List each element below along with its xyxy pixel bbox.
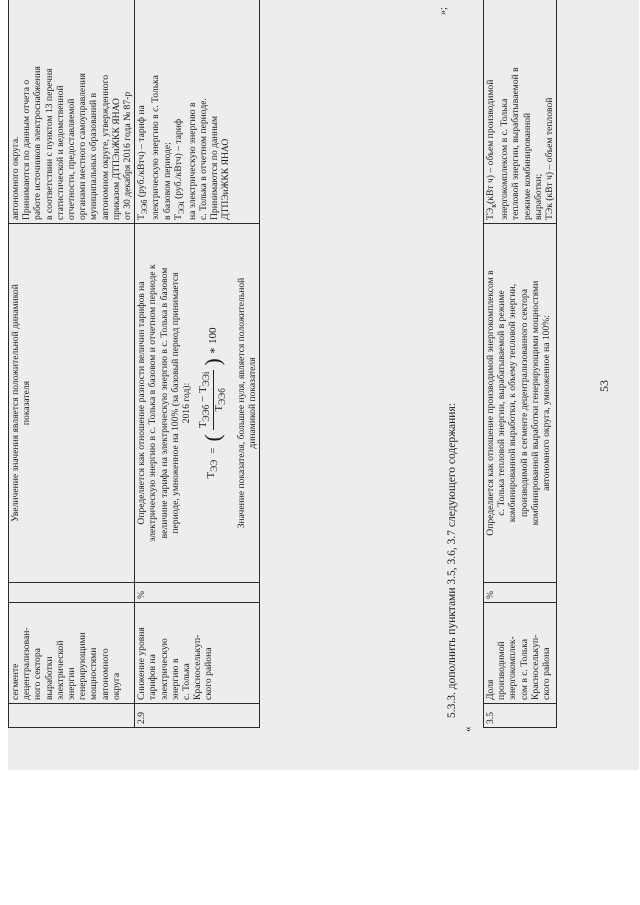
source-cell [135,0,260,224]
text-line: динамикой показателя [247,357,259,449]
source-cell [9,0,135,224]
row-number-cell [9,704,135,728]
text-line: энергии [66,667,78,700]
text-line: показателя [21,380,33,426]
text-line: ДТПЭиЖКК ЯНАО [220,138,232,220]
formula-equals: = [206,447,219,454]
text-line: тарифов на [147,654,159,700]
text-line: статистической и ведомственной [54,85,66,220]
unit-cell: % [484,583,557,603]
indicator-table-bottom [483,0,557,728]
text-line: в базовом периоде; [161,142,173,220]
text-line: Снижение уровня [136,627,148,700]
text-line: генерирующими [77,632,89,700]
tariff-formula [192,227,236,579]
text-line: приказом ДТПЭиЖКК ЯНАО [110,98,122,220]
table-row [135,0,260,728]
text-line: Увеличение значения является положительной динамикой [10,284,21,522]
row-number-cell: 2.9 [135,704,260,728]
text-line: Принимаются по данным отчета о [21,79,33,220]
text-line: ТЭк (кВт ч) – объем тепловой [543,97,555,220]
text-line: от 30 декабря 2016 года № 87-р [122,91,134,220]
text-line: в соответствии с пунктом 13 перечня [43,68,55,220]
fraction-denominator: $Т_{ЭЭб}$ [212,388,227,412]
formula-multiplier: ∗ 100 [206,327,219,355]
method-cell [135,224,260,583]
text-line: режиме комбинированной [521,112,533,220]
unit-cell [9,583,135,603]
amendment-paragraph: 5.3.3. дополнить пунктами 3.5, 3.6, 3.7 следующего содержания: [446,403,458,718]
unit-cell: % [135,583,260,603]
opening-quote: « [462,726,474,732]
text-line: автономном округе, утвержденного [99,74,111,220]
text-line: 2016 год): [181,382,193,424]
text-line: с. Толька тепловой энергии, вырабатываемой в режиме [496,290,508,516]
source-cell [484,0,557,224]
text-line: энергию в [169,658,181,700]
text-line: Определяется как отношение производимой энергокомплексом в [485,270,496,536]
text-line: энергокомплек- [507,636,519,700]
text-line: органами местного самоуправления [77,73,89,220]
fraction-numerator: $Т_{ЭЭб} - Т_{ЭЭі}$ [198,370,213,431]
text-line: производимой [496,641,508,700]
indicator-name-cell [135,603,260,704]
table-row [9,0,135,728]
row-number-cell: 3.5 [484,704,557,728]
text-line: на электрическую энергию в [186,102,198,220]
text-line: автономного округа, умноженное на 100%: [541,315,553,491]
text-line: Доля [485,679,496,700]
text-line: производимой в сегменте децентрализованного сектора [518,289,530,518]
text-line: Значение показателя, большее нуля, является положительной [236,277,248,529]
text-line: автономного округа. [10,136,21,220]
text-line: электрическую энергию в с. Толька [150,75,162,220]
text-line: Красноселькуп- [192,634,204,700]
text-line: величине тарифа на электрическую энергию в с. Толька в базовом [158,267,170,539]
text-line: $Т_{ЭЭб}$ (руб./кВтч) – тариф на [136,105,150,220]
text-line: выработки; [532,173,544,220]
text-line: электрической [54,640,66,700]
scanned-page [8,0,639,770]
text-line: периоде, умноженное на 100% (за базовый период принимается [169,272,181,534]
text-line: ного сектора [32,648,44,700]
text-line: тепловой энергии, вырабатываемой в [510,67,522,220]
text-line: $Т_{ЭЭі}$ (руб./кВтч) – тариф [172,118,186,220]
text-line: с. Толька [181,663,193,700]
text-line: электрическую энергию в с. Толька в базовом и отчетном периоде к [147,264,159,542]
text-line: комбинированной выработки, к объему тепловой энергии, [507,283,519,523]
table-row [484,0,557,728]
text-line: $ТЭ_к(кВт$ ч) – объем производимой [485,79,498,220]
text-line: Красноселькуп- [529,634,541,700]
text-line: с. Толька в отчетном периоде. [198,98,210,220]
text-line: Принимаются по данным [209,115,221,220]
text-line: энергокомплексом в с. Толька [499,98,511,220]
text-line: комбинированной выработки генерирующими мощностями [529,280,541,526]
text-line: работе источников электроснабжения [32,66,44,220]
text-line: сегменте [10,663,21,700]
text-line: Определяется как отношение разности величин тарифов на [136,281,148,525]
paren-close: ) [200,358,226,366]
indicator-name-cell [9,603,135,704]
text-line: округа [110,672,122,700]
rotated-sheet [8,0,639,770]
text-line: выработки [43,656,55,700]
method-cell [9,224,135,583]
text-line: ского района [203,647,215,700]
text-line: децентрализован- [21,627,33,700]
indicator-name-cell [484,603,557,704]
text-line: электрическую [158,638,170,700]
page-number: 53 [597,380,611,392]
closing-quote: »; [438,7,449,15]
method-cell [484,224,557,583]
text-line: ского района [541,647,553,700]
indicator-table-top [8,0,260,728]
formula-fraction [198,370,228,431]
formula-lhs: $Т_{ЭЭ}$ [204,459,220,479]
text-line: сом в с. Толька [518,638,530,700]
text-line: автономного [99,648,111,700]
text-line: мощностями [88,647,100,700]
text-line: отчетности, предоставляемой [66,98,78,220]
paren-open: ( [200,434,226,442]
text-line: муниципальных образований в [88,92,100,220]
